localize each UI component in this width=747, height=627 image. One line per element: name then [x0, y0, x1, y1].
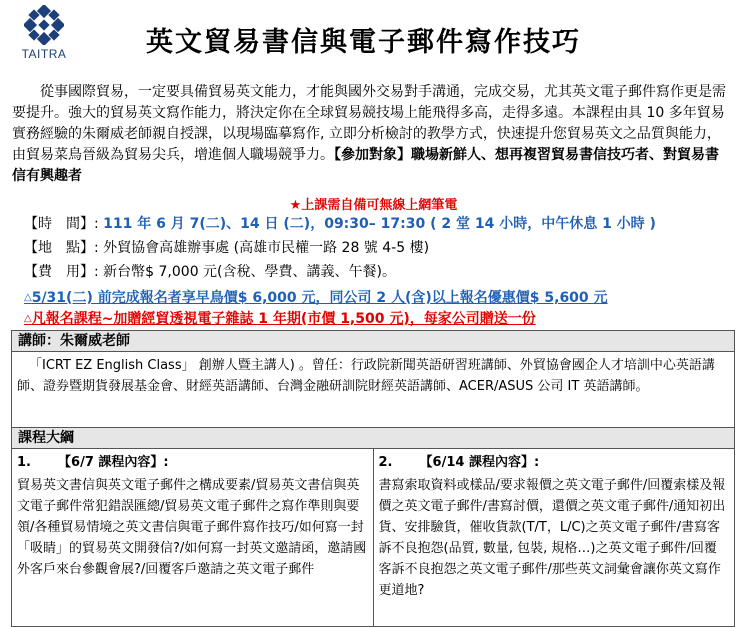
- time-label: 【時 間】:: [24, 216, 99, 232]
- course-table: [11, 330, 735, 627]
- place-value: 外貿協會高雄辦事處 (高雄市民權一路 28 號 4-5 樓): [103, 240, 430, 256]
- teacher-bio-text: 「ICRT EZ English Class」 創辦人暨主講人) 。曾任：行政院新聞英語研習班講師、外貿協會國企人才培訓中心英語講師、證券暨期貨發展基金會、財經英語講師、台灣金融研訓院財經英語講師、ACER/ASUS 公司 IT 英語講師。: [17, 358, 715, 394]
- outline-day2: [373, 449, 735, 627]
- taitra-logo: [14, 5, 74, 65]
- logo-text: TAITRA: [21, 47, 67, 61]
- day1-body: 貿易英文書信與英文電子郵件之構成要素/貿易英文書信與英文電子郵件常犯錯誤匯總/貿易英文電子郵件之寫作準則與要領/各種貿易情境之英文書信與電子郵件寫作技巧/如何寫一封「吸睛」的貿易英文開發信?/如何寫一封英文邀請函，邀請國外客戶來台參觀會展?/回覆客戶邀請之英文電子郵件: [17, 478, 367, 577]
- early-bird-text: 5/31(二) 前完成報名者享早鳥價$ 6,000 元，同公司 2 人(含)以上報名優惠價$ 5,600 元: [31, 290, 608, 306]
- gift-promo: [24, 308, 536, 328]
- teacher-header: 講師：朱爾威老師: [12, 331, 735, 352]
- target-label: 【參加對象】: [334, 147, 411, 163]
- time-value: 111 年 6 月 7(二)、14 日 (二)，09:30– 17:30 ( 2 堂 14 小時，中午休息 1 小時 ): [103, 216, 656, 232]
- intro-paragraph: [12, 82, 732, 187]
- outline-header: 課程大綱: [12, 428, 735, 449]
- page-title: 英文貿易書信與電子郵件寫作技巧: [146, 27, 581, 58]
- place-label: 【地 點】:: [24, 240, 99, 256]
- intro-text: 從事國際貿易，一定要具備貿易英文能力，才能與國外交易對手溝通，完成交易，尤其英文電子郵件寫作更是需要提升。強大的貿易英文寫作能力，將決定你在全球貿易競技場上能飛得多高，走得多遠。本課程由具 10 多年貿易實務經驗的朱爾威老師親自授課，以現場臨摹寫作, 立即分析檢討的教學方式，快速提升您貿易英文之品質與能力，由貿易菜鳥晉級為貿易尖兵，增進個人職場競爭力。: [12, 84, 726, 163]
- early-bird-promo: [24, 287, 608, 307]
- laptop-notice: ★上課需自備可無線上網筆電: [289, 198, 458, 213]
- gift-text: 凡報名課程~加贈經貿透視電子雜誌 1 年期(市價 1,500 元)，每家公司贈送一份: [31, 311, 536, 327]
- info-fee: [24, 262, 396, 282]
- page-header: [0, 0, 747, 68]
- outline-day1: [12, 449, 374, 627]
- day2-heading-text: 【6/14 課程內容】:: [419, 455, 540, 470]
- day1-num: 1.: [17, 455, 31, 470]
- taitra-logo-icon: [24, 5, 64, 45]
- day1-heading: [17, 452, 368, 473]
- fee-value: 新台幣$ 7,000 元(含稅、學費、講義、午餐)。: [103, 264, 396, 280]
- day2-heading: [379, 452, 730, 473]
- day1-heading-text: 【6/7 課程內容】:: [58, 455, 169, 470]
- target-text: 職場新鮮人、想再複習貿易書信技巧者、對貿易書信有興趣者: [12, 147, 719, 184]
- triangle-icon: △: [24, 292, 32, 303]
- day2-num: 2.: [378, 455, 393, 470]
- info-place: [24, 238, 429, 258]
- triangle-icon: △: [24, 313, 32, 324]
- info-time: [24, 214, 656, 234]
- day2-body: 書寫索取資料或樣品/要求報價之英文電子郵件/回覆索樣及報價之英文電子郵件/書寫討價，還價之英文電子郵件/通知初出貨、安排驗貨，催收貨款(T/T，L/C)之英文電子郵件/書寫客訴不良抱怨(品質, 數量, 包裝, 規格…)之英文電子郵件/回覆客訴不良抱怨之英文電子郵件/那些英文詞彙會讓你英文寫作更道地?: [378, 478, 726, 598]
- teacher-bio: [12, 352, 735, 428]
- fee-label: 【費 用】:: [24, 264, 99, 280]
